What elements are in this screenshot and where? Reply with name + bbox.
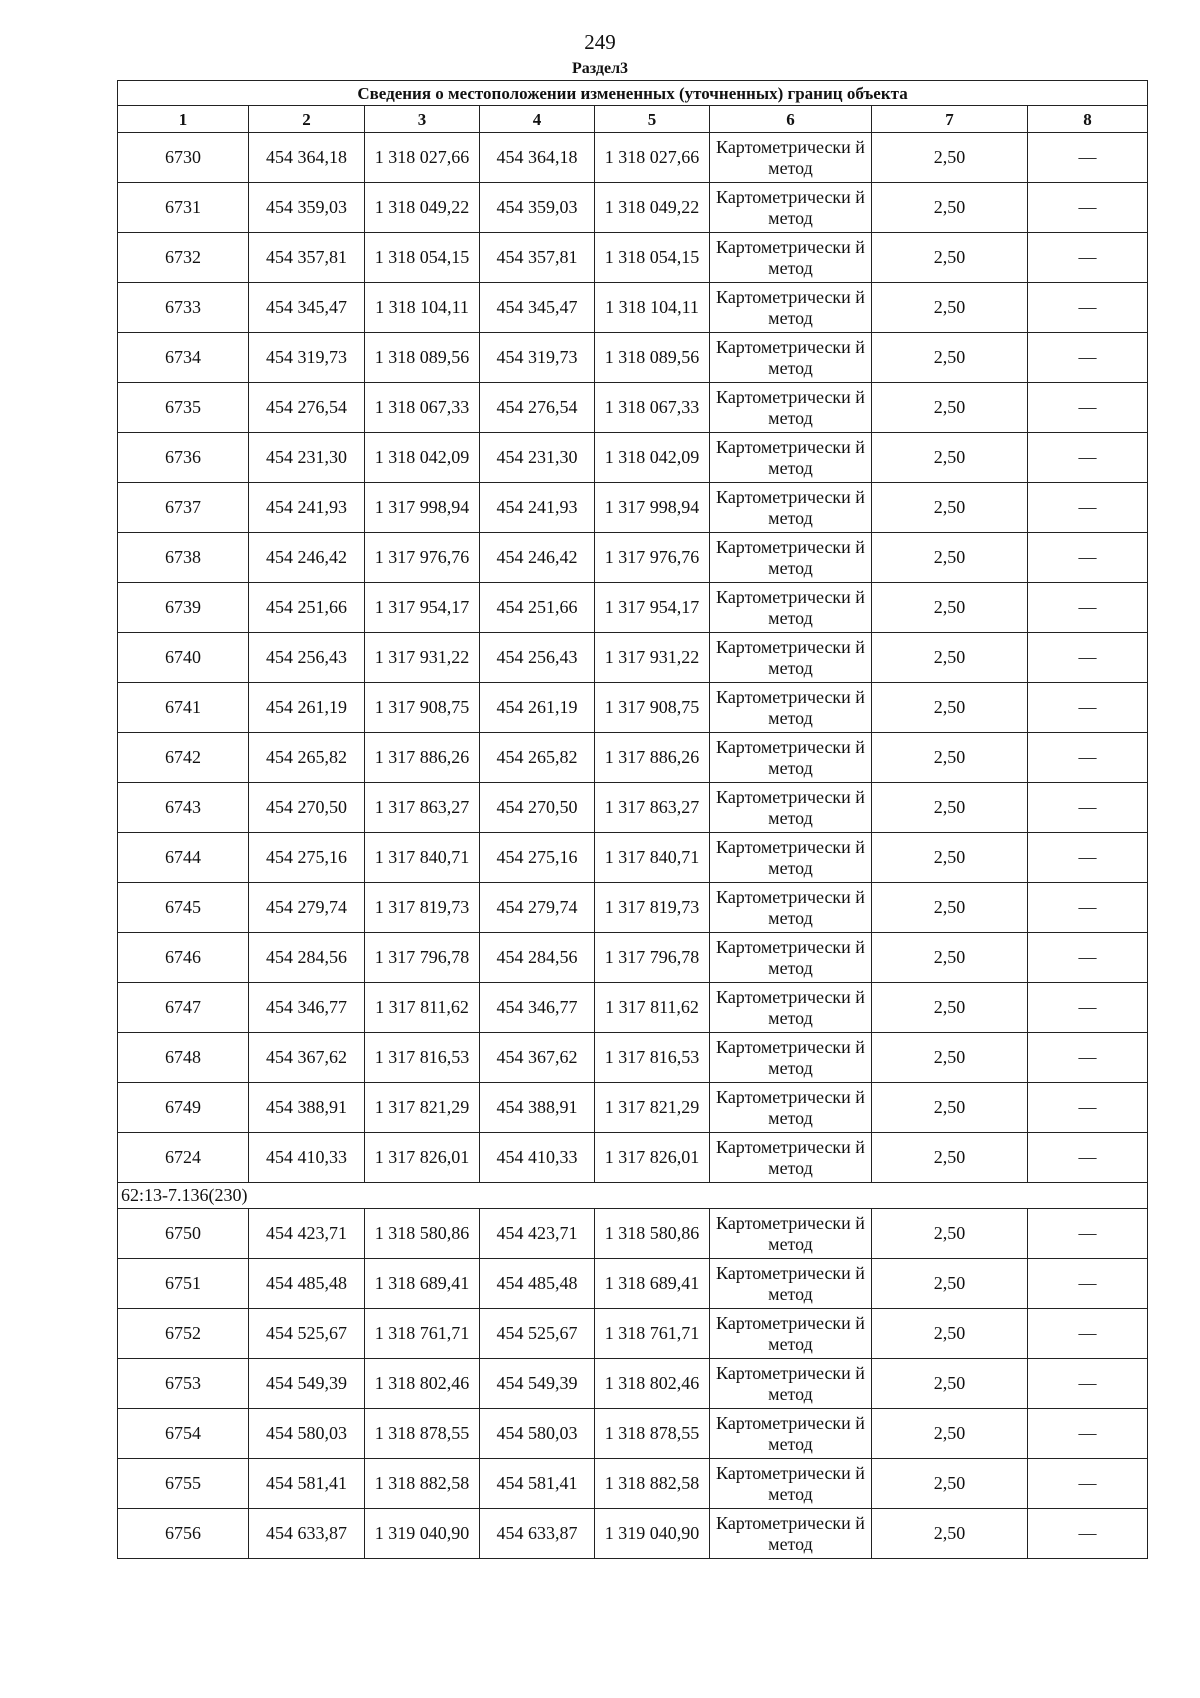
point-number: 6743 — [118, 783, 249, 833]
accuracy-cell: 2,50 — [872, 583, 1028, 633]
dash-cell: — — [1028, 333, 1148, 383]
x-old-cell: 454 549,39 — [249, 1359, 365, 1409]
y-old-cell: 1 317 840,71 — [365, 833, 480, 883]
y-new-cell: 1 318 761,71 — [595, 1309, 710, 1359]
x-new-cell: 454 231,30 — [480, 433, 595, 483]
accuracy-cell: 2,50 — [872, 183, 1028, 233]
x-new-cell: 454 581,41 — [480, 1459, 595, 1509]
column-number: 3 — [365, 106, 480, 133]
point-number: 6730 — [118, 133, 249, 183]
point-number: 6742 — [118, 733, 249, 783]
point-number: 6734 — [118, 333, 249, 383]
table-row — [118, 1033, 1148, 1083]
x-old-cell: 454 275,16 — [249, 833, 365, 883]
method-cell: Картометрически й метод — [710, 483, 872, 533]
method-cell: Картометрически й метод — [710, 783, 872, 833]
page-number: 249 — [584, 30, 616, 54]
method-cell: Картометрически й метод — [710, 183, 872, 233]
table-row — [118, 1259, 1148, 1309]
y-old-cell: 1 317 908,75 — [365, 683, 480, 733]
x-new-cell: 454 279,74 — [480, 883, 595, 933]
y-old-cell: 1 317 886,26 — [365, 733, 480, 783]
x-new-cell: 454 423,71 — [480, 1209, 595, 1259]
method-cell: Картометрически й метод — [710, 1209, 872, 1259]
accuracy-cell: 2,50 — [872, 1409, 1028, 1459]
y-new-cell: 1 317 931,22 — [595, 633, 710, 683]
dash-cell: — — [1028, 483, 1148, 533]
method-cell: Картометрически й метод — [710, 283, 872, 333]
x-new-cell: 454 275,16 — [480, 833, 595, 883]
x-old-cell: 454 284,56 — [249, 933, 365, 983]
dash-cell: — — [1028, 583, 1148, 633]
dash-cell: — — [1028, 683, 1148, 733]
accuracy-cell: 2,50 — [872, 883, 1028, 933]
accuracy-cell: 2,50 — [872, 683, 1028, 733]
table-row — [118, 683, 1148, 733]
accuracy-cell: 2,50 — [872, 1359, 1028, 1409]
x-old-cell: 454 357,81 — [249, 233, 365, 283]
x-old-cell: 454 256,43 — [249, 633, 365, 683]
table-row — [118, 433, 1148, 483]
x-old-cell: 454 359,03 — [249, 183, 365, 233]
y-new-cell: 1 317 976,76 — [595, 533, 710, 583]
method-cell: Картометрически й метод — [710, 1259, 872, 1309]
dash-cell: — — [1028, 1409, 1148, 1459]
accuracy-cell: 2,50 — [872, 1209, 1028, 1259]
y-new-cell: 1 318 027,66 — [595, 133, 710, 183]
accuracy-cell: 2,50 — [872, 1259, 1028, 1309]
point-number: 6750 — [118, 1209, 249, 1259]
y-old-cell: 1 317 821,29 — [365, 1083, 480, 1133]
y-old-cell: 1 317 811,62 — [365, 983, 480, 1033]
x-old-cell: 454 231,30 — [249, 433, 365, 483]
point-number: 6751 — [118, 1259, 249, 1309]
point-number: 6745 — [118, 883, 249, 933]
table-row — [118, 133, 1148, 183]
dash-cell: — — [1028, 833, 1148, 883]
table-row — [118, 933, 1148, 983]
y-old-cell: 1 318 027,66 — [365, 133, 480, 183]
point-number: 6747 — [118, 983, 249, 1033]
x-old-cell: 454 364,18 — [249, 133, 365, 183]
method-cell: Картометрически й метод — [710, 133, 872, 183]
y-new-cell: 1 317 796,78 — [595, 933, 710, 983]
x-old-cell: 454 423,71 — [249, 1209, 365, 1259]
x-old-cell: 454 367,62 — [249, 1033, 365, 1083]
column-numbers-row — [118, 106, 1148, 133]
point-number: 6738 — [118, 533, 249, 583]
table-row — [118, 1133, 1148, 1183]
y-old-cell: 1 318 802,46 — [365, 1359, 480, 1409]
x-new-cell: 454 319,73 — [480, 333, 595, 383]
method-cell: Картометрически й метод — [710, 733, 872, 783]
x-old-cell: 454 276,54 — [249, 383, 365, 433]
x-new-cell: 454 265,82 — [480, 733, 595, 783]
table-row — [118, 483, 1148, 533]
y-old-cell: 1 318 042,09 — [365, 433, 480, 483]
x-new-cell: 454 246,42 — [480, 533, 595, 583]
x-new-cell: 454 388,91 — [480, 1083, 595, 1133]
y-old-cell: 1 318 089,56 — [365, 333, 480, 383]
x-new-cell: 454 284,56 — [480, 933, 595, 983]
y-old-cell: 1 318 054,15 — [365, 233, 480, 283]
method-cell: Картометрически й метод — [710, 883, 872, 933]
x-old-cell: 454 251,66 — [249, 583, 365, 633]
table-row — [118, 183, 1148, 233]
dash-cell: — — [1028, 1209, 1148, 1259]
y-new-cell: 1 317 840,71 — [595, 833, 710, 883]
dash-cell: — — [1028, 933, 1148, 983]
method-cell: Картометрически й метод — [710, 1033, 872, 1083]
y-new-cell: 1 317 886,26 — [595, 733, 710, 783]
y-new-cell: 1 318 882,58 — [595, 1459, 710, 1509]
dash-cell: — — [1028, 983, 1148, 1033]
accuracy-cell: 2,50 — [872, 1459, 1028, 1509]
method-cell: Картометрически й метод — [710, 1409, 872, 1459]
x-new-cell: 454 241,93 — [480, 483, 595, 533]
y-old-cell: 1 317 796,78 — [365, 933, 480, 983]
y-new-cell: 1 318 802,46 — [595, 1359, 710, 1409]
x-old-cell: 454 261,19 — [249, 683, 365, 733]
x-new-cell: 454 367,62 — [480, 1033, 595, 1083]
x-new-cell: 454 270,50 — [480, 783, 595, 833]
y-new-cell: 1 318 089,56 — [595, 333, 710, 383]
y-old-cell: 1 318 104,11 — [365, 283, 480, 333]
y-old-cell: 1 318 761,71 — [365, 1309, 480, 1359]
method-cell: Картометрически й метод — [710, 833, 872, 883]
point-number: 6741 — [118, 683, 249, 733]
accuracy-cell: 2,50 — [872, 933, 1028, 983]
y-new-cell: 1 317 998,94 — [595, 483, 710, 533]
dash-cell: — — [1028, 533, 1148, 583]
y-old-cell: 1 318 067,33 — [365, 383, 480, 433]
table-row — [118, 833, 1148, 883]
x-old-cell: 454 580,03 — [249, 1409, 365, 1459]
point-number: 6732 — [118, 233, 249, 283]
point-number: 6746 — [118, 933, 249, 983]
x-new-cell: 454 256,43 — [480, 633, 595, 683]
table-row — [118, 983, 1148, 1033]
y-new-cell: 1 318 049,22 — [595, 183, 710, 233]
dash-cell: — — [1028, 1033, 1148, 1083]
accuracy-cell: 2,50 — [872, 1509, 1028, 1559]
point-number: 6756 — [118, 1509, 249, 1559]
y-new-cell: 1 317 908,75 — [595, 683, 710, 733]
x-old-cell: 454 388,91 — [249, 1083, 365, 1133]
accuracy-cell: 2,50 — [872, 1083, 1028, 1133]
accuracy-cell: 2,50 — [872, 133, 1028, 183]
point-number: 6737 — [118, 483, 249, 533]
y-new-cell: 1 318 878,55 — [595, 1409, 710, 1459]
coordinates-table — [117, 80, 1148, 1559]
accuracy-cell: 2,50 — [872, 483, 1028, 533]
section-title: Раздел3 — [571, 60, 629, 77]
point-number: 6748 — [118, 1033, 249, 1083]
y-old-cell: 1 318 882,58 — [365, 1459, 480, 1509]
column-number: 7 — [872, 106, 1028, 133]
point-number: 6754 — [118, 1409, 249, 1459]
x-old-cell: 454 241,93 — [249, 483, 365, 533]
method-cell: Картометрически й метод — [710, 433, 872, 483]
y-old-cell: 1 317 826,01 — [365, 1133, 480, 1183]
table-row — [118, 1409, 1148, 1459]
x-new-cell: 454 485,48 — [480, 1259, 595, 1309]
y-old-cell: 1 317 998,94 — [365, 483, 480, 533]
x-old-cell: 454 279,74 — [249, 883, 365, 933]
table-row — [118, 1359, 1148, 1409]
point-number: 6735 — [118, 383, 249, 433]
x-old-cell: 454 265,82 — [249, 733, 365, 783]
table-row — [118, 383, 1148, 433]
x-new-cell: 454 276,54 — [480, 383, 595, 433]
accuracy-cell: 2,50 — [872, 1309, 1028, 1359]
column-number: 8 — [1028, 106, 1148, 133]
x-new-cell: 454 357,81 — [480, 233, 595, 283]
y-old-cell: 1 318 580,86 — [365, 1209, 480, 1259]
y-old-cell: 1 317 816,53 — [365, 1033, 480, 1083]
dash-cell: — — [1028, 1309, 1148, 1359]
x-old-cell: 454 270,50 — [249, 783, 365, 833]
method-cell: Картометрически й метод — [710, 1083, 872, 1133]
x-old-cell: 454 633,87 — [249, 1509, 365, 1559]
dash-cell: — — [1028, 733, 1148, 783]
x-new-cell: 454 525,67 — [480, 1309, 595, 1359]
table-row — [118, 1209, 1148, 1259]
y-old-cell: 1 317 976,76 — [365, 533, 480, 583]
y-new-cell: 1 318 689,41 — [595, 1259, 710, 1309]
accuracy-cell: 2,50 — [872, 733, 1028, 783]
dash-cell: — — [1028, 133, 1148, 183]
y-new-cell: 1 318 054,15 — [595, 233, 710, 283]
y-old-cell: 1 318 049,22 — [365, 183, 480, 233]
accuracy-cell: 2,50 — [872, 1033, 1028, 1083]
accuracy-cell: 2,50 — [872, 783, 1028, 833]
method-cell: Картометрически й метод — [710, 683, 872, 733]
y-new-cell: 1 318 042,09 — [595, 433, 710, 483]
method-cell: Картометрически й метод — [710, 1309, 872, 1359]
x-new-cell: 454 549,39 — [480, 1359, 595, 1409]
method-cell: Картометрически й метод — [710, 1509, 872, 1559]
y-old-cell: 1 318 689,41 — [365, 1259, 480, 1309]
method-cell: Картометрически й метод — [710, 383, 872, 433]
table-caption: Сведения о местоположении измененных (уточненных) границ объекта — [118, 81, 1148, 106]
method-cell: Картометрически й метод — [710, 533, 872, 583]
x-old-cell: 454 485,48 — [249, 1259, 365, 1309]
dash-cell: — — [1028, 1359, 1148, 1409]
method-cell: Картометрически й метод — [710, 333, 872, 383]
method-cell: Картометрически й метод — [710, 583, 872, 633]
table-row — [118, 733, 1148, 783]
x-new-cell: 454 346,77 — [480, 983, 595, 1033]
dash-cell: — — [1028, 633, 1148, 683]
point-number: 6753 — [118, 1359, 249, 1409]
column-number: 4 — [480, 106, 595, 133]
x-new-cell: 454 410,33 — [480, 1133, 595, 1183]
table-row — [118, 783, 1148, 833]
y-new-cell: 1 317 819,73 — [595, 883, 710, 933]
method-cell: Картометрически й метод — [710, 1133, 872, 1183]
table-row — [118, 233, 1148, 283]
table-row — [118, 1459, 1148, 1509]
dash-cell: — — [1028, 183, 1148, 233]
accuracy-cell: 2,50 — [872, 633, 1028, 683]
x-new-cell: 454 364,18 — [480, 133, 595, 183]
table-row — [118, 533, 1148, 583]
y-new-cell: 1 317 821,29 — [595, 1083, 710, 1133]
point-number: 6731 — [118, 183, 249, 233]
x-new-cell: 454 580,03 — [480, 1409, 595, 1459]
accuracy-cell: 2,50 — [872, 283, 1028, 333]
column-number: 5 — [595, 106, 710, 133]
point-number: 6733 — [118, 283, 249, 333]
accuracy-cell: 2,50 — [872, 383, 1028, 433]
table-body — [118, 81, 1148, 1559]
point-number: 6739 — [118, 583, 249, 633]
point-number: 6724 — [118, 1133, 249, 1183]
accuracy-cell: 2,50 — [872, 433, 1028, 483]
accuracy-cell: 2,50 — [872, 533, 1028, 583]
point-number: 6749 — [118, 1083, 249, 1133]
method-cell: Картометрически й метод — [710, 633, 872, 683]
dash-cell: — — [1028, 283, 1148, 333]
dash-cell: — — [1028, 433, 1148, 483]
y-new-cell: 1 317 816,53 — [595, 1033, 710, 1083]
x-old-cell: 454 345,47 — [249, 283, 365, 333]
dash-cell: — — [1028, 1083, 1148, 1133]
y-new-cell: 1 317 863,27 — [595, 783, 710, 833]
point-number: 6744 — [118, 833, 249, 883]
accuracy-cell: 2,50 — [872, 233, 1028, 283]
table-row — [118, 1083, 1148, 1133]
point-number: 6755 — [118, 1459, 249, 1509]
method-cell: Картометрически й метод — [710, 1359, 872, 1409]
x-old-cell: 454 525,67 — [249, 1309, 365, 1359]
point-number: 6736 — [118, 433, 249, 483]
group-label: 62:13-7.136(230) — [118, 1183, 1148, 1209]
y-new-cell: 1 318 580,86 — [595, 1209, 710, 1259]
table-caption-row — [118, 81, 1148, 106]
method-cell: Картометрически й метод — [710, 1459, 872, 1509]
y-new-cell: 1 318 067,33 — [595, 383, 710, 433]
point-number: 6752 — [118, 1309, 249, 1359]
dash-cell: — — [1028, 1133, 1148, 1183]
dash-cell: — — [1028, 783, 1148, 833]
y-old-cell: 1 317 931,22 — [365, 633, 480, 683]
x-new-cell: 454 261,19 — [480, 683, 595, 733]
y-old-cell: 1 317 954,17 — [365, 583, 480, 633]
x-old-cell: 454 581,41 — [249, 1459, 365, 1509]
method-cell: Картометрически й метод — [710, 933, 872, 983]
table-row — [118, 1309, 1148, 1359]
y-old-cell: 1 319 040,90 — [365, 1509, 480, 1559]
y-new-cell: 1 319 040,90 — [595, 1509, 710, 1559]
x-new-cell: 454 345,47 — [480, 283, 595, 333]
x-new-cell: 454 251,66 — [480, 583, 595, 633]
dash-cell: — — [1028, 1259, 1148, 1309]
table-row — [118, 883, 1148, 933]
x-old-cell: 454 346,77 — [249, 983, 365, 1033]
x-new-cell: 454 633,87 — [480, 1509, 595, 1559]
dash-cell: — — [1028, 233, 1148, 283]
table-row — [118, 583, 1148, 633]
accuracy-cell: 2,50 — [872, 983, 1028, 1033]
column-number: 6 — [710, 106, 872, 133]
dash-cell: — — [1028, 383, 1148, 433]
y-old-cell: 1 318 878,55 — [365, 1409, 480, 1459]
group-row — [118, 1183, 1148, 1209]
accuracy-cell: 2,50 — [872, 1133, 1028, 1183]
dash-cell: — — [1028, 1509, 1148, 1559]
y-new-cell: 1 318 104,11 — [595, 283, 710, 333]
accuracy-cell: 2,50 — [872, 333, 1028, 383]
table-row — [118, 283, 1148, 333]
y-old-cell: 1 317 819,73 — [365, 883, 480, 933]
table-row — [118, 1509, 1148, 1559]
y-new-cell: 1 317 826,01 — [595, 1133, 710, 1183]
point-number: 6740 — [118, 633, 249, 683]
method-cell: Картометрически й метод — [710, 983, 872, 1033]
y-old-cell: 1 317 863,27 — [365, 783, 480, 833]
y-new-cell: 1 317 811,62 — [595, 983, 710, 1033]
x-old-cell: 454 410,33 — [249, 1133, 365, 1183]
method-cell: Картометрически й метод — [710, 233, 872, 283]
column-number: 2 — [249, 106, 365, 133]
column-number: 1 — [118, 106, 249, 133]
accuracy-cell: 2,50 — [872, 833, 1028, 883]
x-new-cell: 454 359,03 — [480, 183, 595, 233]
x-old-cell: 454 246,42 — [249, 533, 365, 583]
dash-cell: — — [1028, 883, 1148, 933]
x-old-cell: 454 319,73 — [249, 333, 365, 383]
dash-cell: — — [1028, 1459, 1148, 1509]
table-row — [118, 633, 1148, 683]
y-new-cell: 1 317 954,17 — [595, 583, 710, 633]
table-row — [118, 333, 1148, 383]
